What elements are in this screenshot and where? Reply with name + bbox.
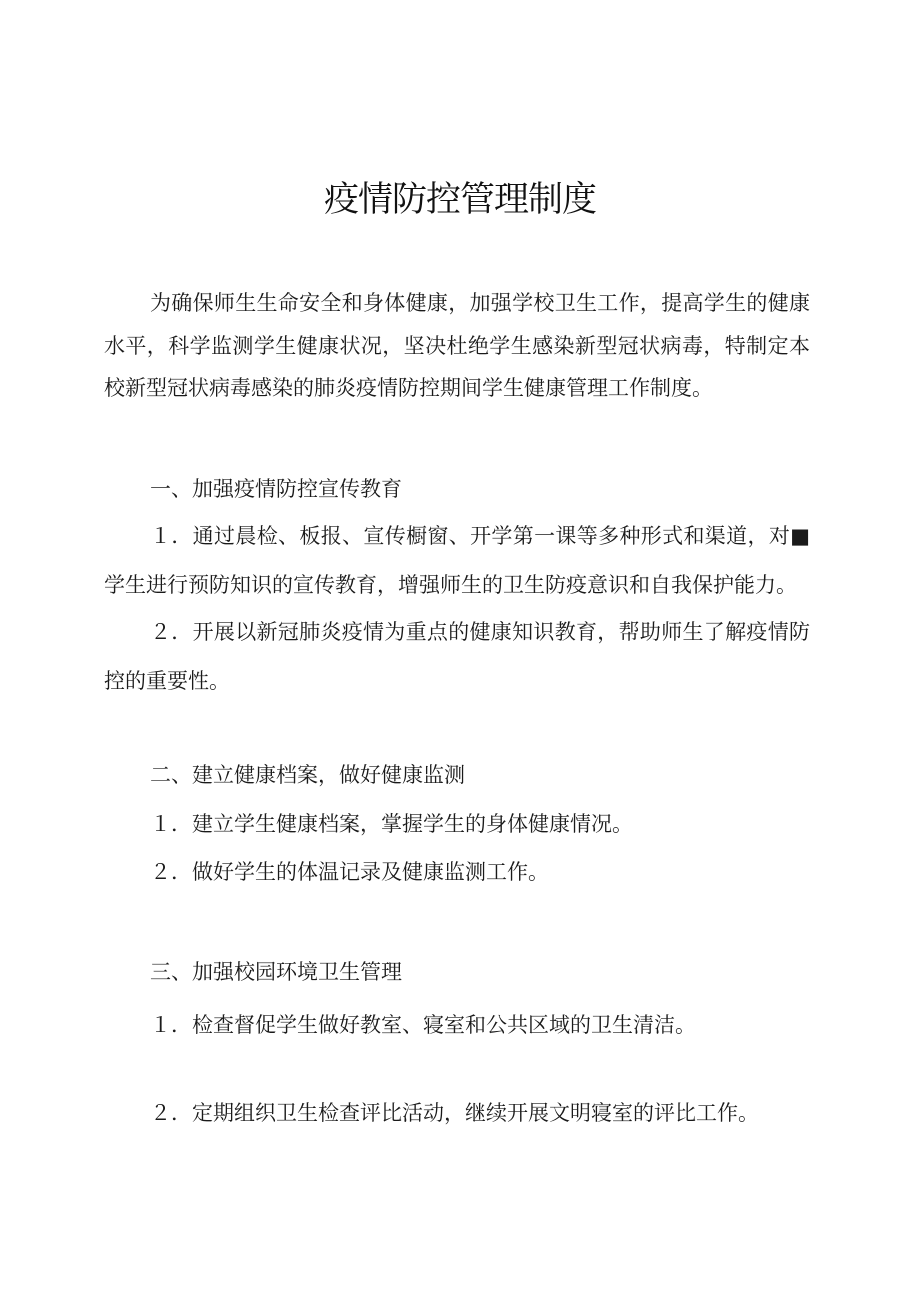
intro-paragraph: 为确保师生生命安全和身体健康，加强学校卫生工作，提高学生的健康水平，科学监测学生健康状况，坚决杜绝学生感染新型冠状病毒，特制定本校新型冠状病毒感染的肺炎疫情防控期间学生健康管理工作制度。 bbox=[104, 291, 810, 400]
section-2-heading: 二、建立健康档案，做好健康监测 bbox=[150, 763, 465, 787]
section-3-item-2: ２．定期组织卫生检查评比活动，继续开展文明寝室的评比工作。 bbox=[150, 1101, 759, 1125]
section-3-heading: 三、加强校园环境卫生管理 bbox=[150, 960, 402, 984]
section-1-heading: 一、加强疫情防控宣传教育 bbox=[150, 477, 402, 501]
section-1-item-1: １．通过晨检、板报、宣传橱窗、开学第一课等多种形式和渠道，对■学生进行预防知识的宣传教育，增强师生的卫生防疫意识和自我保护能力。 bbox=[104, 524, 810, 597]
section-2-item-1: １．建立学生健康档案，掌握学生的身体健康情况。 bbox=[150, 812, 633, 836]
section-1-item-2: ２．开展以新冠肺炎疫情为重点的健康知识教育，帮助师生了解疫情防控的重要性。 bbox=[104, 620, 810, 693]
document-title: 疫情防控管理制度 bbox=[323, 180, 596, 220]
section-3-item-1: １．检查督促学生做好教室、寝室和公共区域的卫生清洁。 bbox=[150, 1013, 696, 1037]
section-2-item-2: ２．做好学生的体温记录及健康监测工作。 bbox=[150, 860, 549, 884]
